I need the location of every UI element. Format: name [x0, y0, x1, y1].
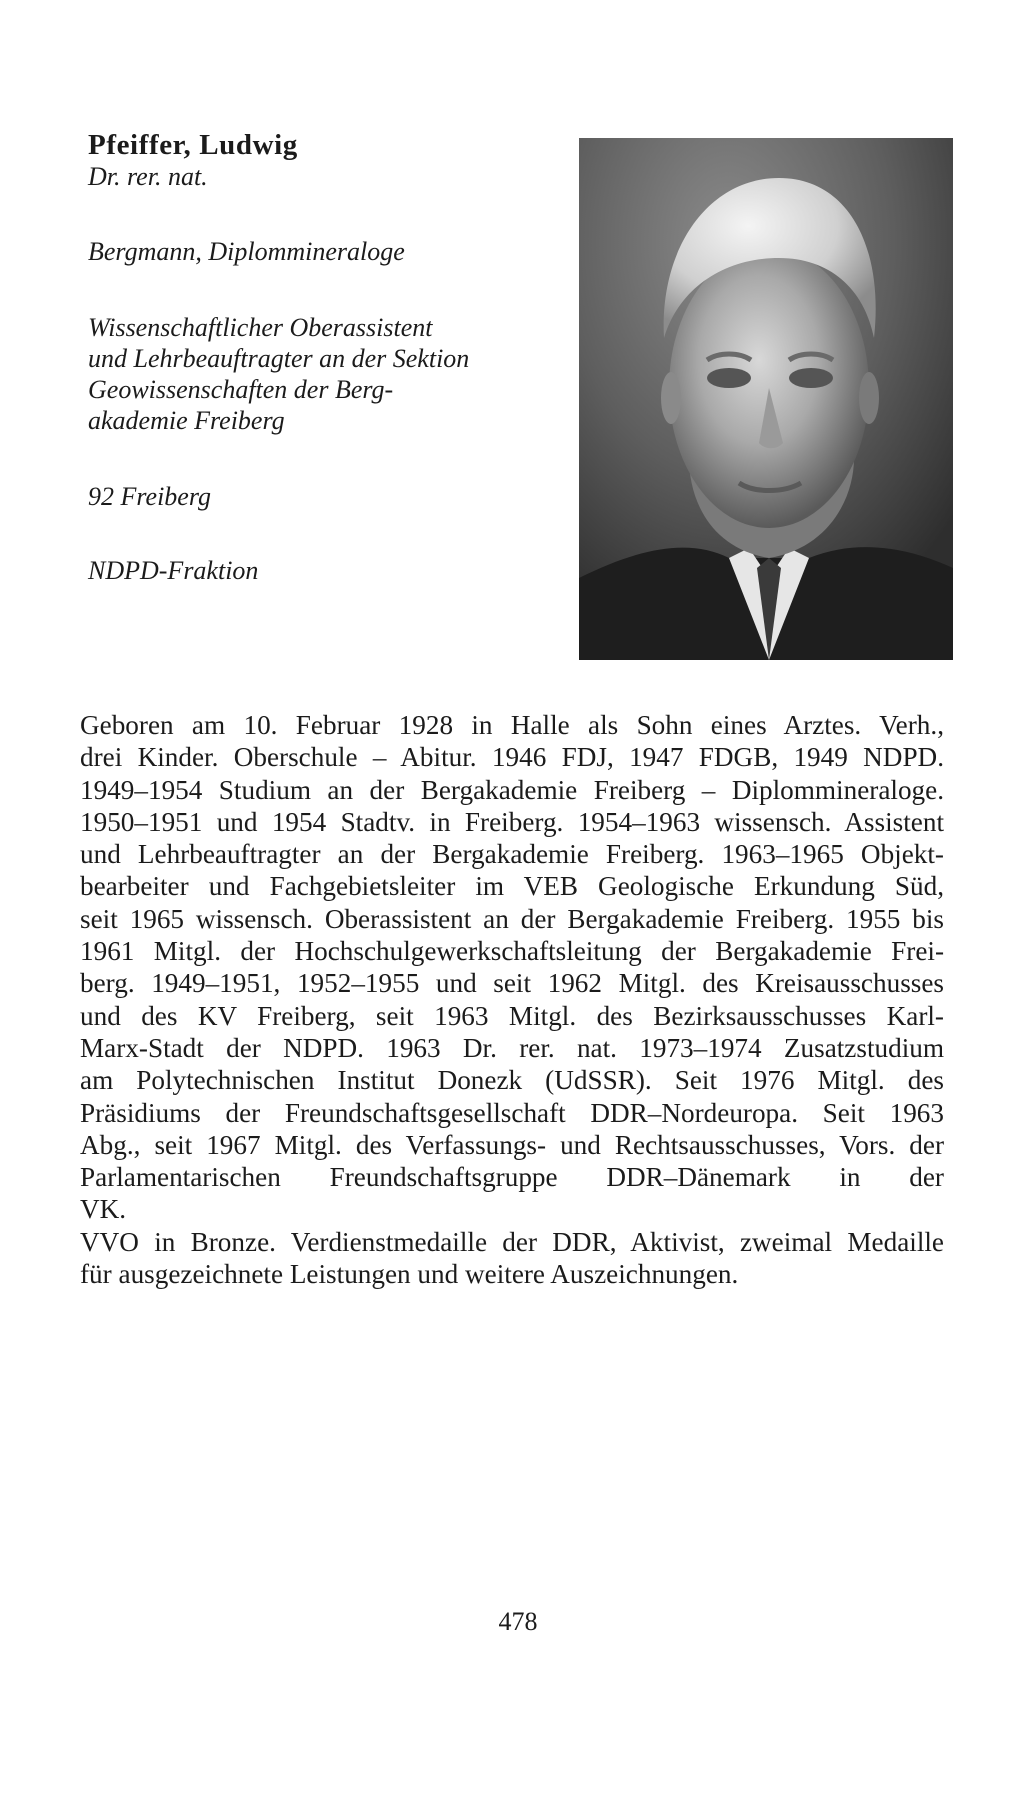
position-line: Wissenschaftlicher Oberassistent [88, 313, 433, 342]
current-position [88, 312, 548, 436]
biography-line: 1949–1954 Studium an der Bergakademie Freiberg – Diplommineraloge. [80, 774, 944, 805]
biography-line: 1950–1951 und 1954 Stadtv. in Freiberg. 1954–1963 wissensch. Assistent [80, 806, 944, 837]
biography-line: VK. [80, 1194, 127, 1225]
portrait-photo [579, 138, 953, 660]
portrait-photo-icon [579, 138, 953, 660]
biography-line: Parlamentarischen Freundschaftsgruppe DDR–Dänemark in der [80, 1162, 944, 1193]
biography-line: Marx-Stadt der NDPD. 1963 Dr. rer. nat. 1973–1974 Zusatzstudium [80, 1032, 944, 1063]
biography-line: drei Kinder. Oberschule – Abitur. 1946 FDJ, 1947 FDGB, 1949 NDPD. [80, 742, 944, 773]
academic-title: Dr. rer. nat. [88, 162, 208, 191]
biography-line: 1961 Mitgl. der Hochschulgewerkschaftsleitung der Bergakademie Frei- [80, 936, 944, 967]
biography-line: seit 1965 wissensch. Oberassistent an der Bergakademie Freiberg. 1955 bis [80, 903, 944, 934]
city: 92 Freiberg [88, 482, 211, 511]
biography-line: und des KV Freiberg, seit 1963 Mitgl. des Bezirksausschusses Karl- [80, 1000, 944, 1031]
position-line: akademie Freiberg [88, 406, 285, 435]
biography-line: berg. 1949–1951, 1952–1955 und seit 1962 Mitgl. des Kreisausschusses [80, 968, 944, 999]
biography-line: Geboren am 10. Februar 1928 in Halle als Sohn eines Arztes. Verh., [80, 710, 944, 740]
biography-line: und Lehrbeauftragter an der Bergakademie Freiberg. 1963–1965 Objekt- [80, 839, 944, 870]
biography-line: Präsidiums der Freundschaftsgesellschaft DDR–Nordeuropa. Seit 1963 [80, 1097, 944, 1128]
occupation: Bergmann, Diplommineraloge [88, 237, 405, 266]
biography-line: für ausgezeichnete Leistungen und weitere Auszeichnungen. [80, 1259, 739, 1290]
biography-line: Abg., seit 1967 Mitgl. des Verfassungs- und Rechtsausschusses, Vors. der [80, 1129, 944, 1160]
position-line: und Lehrbeauftragter an der Sektion [88, 344, 470, 373]
person-name: Pfeiffer, Ludwig [88, 129, 298, 161]
biography-line: bearbeiter und Fachgebietsleiter im VEB Geologische Erkundung Süd, [80, 871, 944, 902]
biography-line: am Polytechnischen Institut Donezk (UdSSR). Seit 1976 Mitgl. des [80, 1065, 944, 1096]
page-number: 478 [498, 1607, 538, 1636]
biography-text [80, 709, 944, 1290]
faction: NDPD-Fraktion [88, 556, 259, 585]
entry-header [88, 128, 548, 586]
position-line: Geowissenschaften der Berg- [88, 375, 394, 404]
biography-line: VVO in Bronze. Verdienstmedaille der DDR, Aktivist, zweimal Medaille [80, 1226, 944, 1257]
